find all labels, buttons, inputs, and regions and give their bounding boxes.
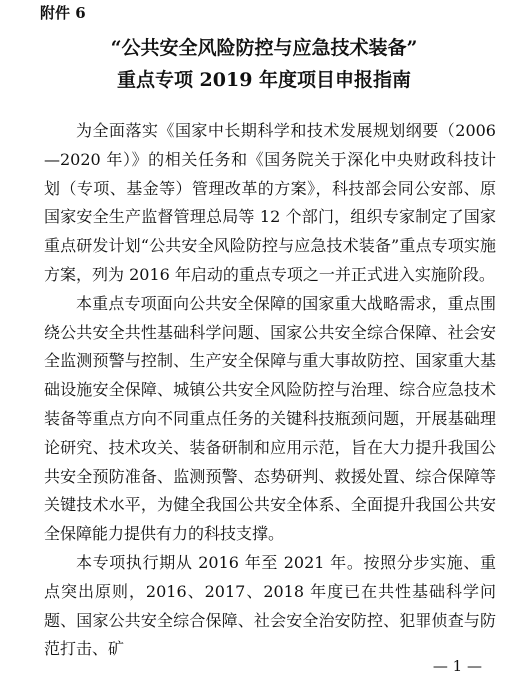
body-paragraph-1: 为全面落实《国家中长期科学和技术发展规划纲要（2006—2020 年）》的相关任务和《国务院关于深化中央财政科技计划（专项、基金等）管理改革的方案》，科技部会同公安部、原国家安全生产监督管理总局等 12 个部门，组织专家制定了国家重点研发计划“公共安全风险防控与应急技术装备”重点专项实施方案，列为 2016 年启动的重点专项之一并正式进入实施阶段。 [44, 121, 496, 284]
title-line-2: 重点专项 2019 年度项目申报指南 [116, 69, 412, 91]
page-number: — 1 — [432, 657, 482, 675]
document-title [0, 32, 528, 96]
body-paragraph-3: 本专项执行期从 2016 年至 2021 年。按照分步实施、重点突出原则，2016、2017、2018 年度已在共性基础科学问题、国家公共安全综合保障、社会安全治安防控、犯罪侦查与防范打击、矿 [44, 552, 496, 659]
title-line-1: “公共安全风险防控与应急技术装备” [110, 37, 418, 59]
document-body [44, 117, 496, 665]
attachment-label: 附件 6 [40, 4, 86, 22]
body-paragraph-2: 本重点专项面向公共安全保障的国家重大战略需求，重点围绕公共安全共性基础科学问题、国家公共安全综合保障、社会安全监测预警与控制、生产安全保障与重大事故防控、国家重大基础设施安全保障、城镇公共安全风险防控与治理、综合应急技术装备等重点方向不同重点任务的关键科技瓶颈问题，开展基础理论研究、技术攻关、装备研制和应用示范，旨在大力提升我国公共安全预防准备、监测预警、态势研判、救援处置、综合保障等关键技术水平，为健全我国公共安全体系、全面提升我国公共安全保障能力提供有力的科技支撑。 [44, 293, 496, 544]
